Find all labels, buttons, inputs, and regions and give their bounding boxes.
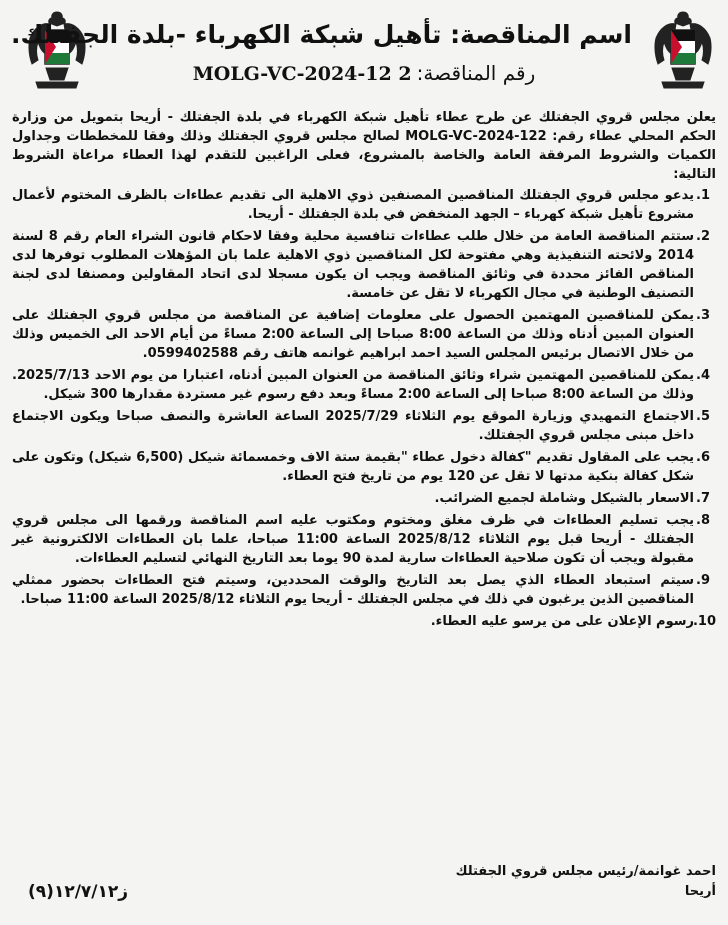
conditions-list [12,186,716,631]
condition-number: 7. [696,491,710,506]
tender-number-value: MOLG-VC-2024-12 2 [192,63,412,85]
condition-text: سيتم استبعاد العطاء الذي يصل بعد التاريخ والوقت المحددين، وسيتم فتح العطاءات بحضور ممثلي المناقصين الذين يرغبون في ذلك في مجلس الجفتلك - أريحا يوم الثلاثاء 2025/8/12 الساعة 11:00 صباحا. [12,573,694,607]
condition-item [12,448,716,486]
tender-number-label: رقم المناقصة: [416,61,536,85]
condition-text: الاسعار بالشيكل وشاملة لجميع الضرائب. [434,491,694,506]
condition-text: يجب على المقاول تقديم "كفالة دخول عطاء "بقيمة ستة الاف وخمسمائة شيكل (6,500 شيكل) وتكون على شكل كفالة بنكية مدتها لا تقل عن 120 يوم من تاريخ فتح العطاء. [12,450,694,484]
tender-number-line [96,60,632,88]
condition-item [12,306,716,363]
condition-item [12,571,716,609]
condition-number: 8. [696,513,710,528]
reference-code: ز١٢/٧/١٢(٩) [28,882,129,902]
condition-item [12,511,716,568]
condition-item [12,489,716,508]
condition-item [12,366,716,404]
palestinian-eagle-emblem-icon [652,8,714,94]
condition-number: 1. [696,188,710,203]
condition-text: الاجتماع التمهيدي وزيارة الموقع يوم الثلاثاء 2025/7/29 الساعة العاشرة والنصف صباحا ويكون الاجتماع داخل مبنى مجلس قروي الجفتلك. [12,409,694,443]
condition-text: ستتم المناقصة العامة من خلال طلب عطاءات تنافسية محلية وفقا لاحكام قانون الشراء العام رقم 8 لسنة 2014 ولائحته التنفيذية وهي مفتوحة لكل المناقصين ذوي الاهلية علما بان المؤهلات المطلوب توفرها لدى المناقص الفائز محددة في وثائق المناقصة ويجب ان يكون مسجلا لدى اتحاد المقاولين ومصنفا لدى لجنة التصنيف الوطنية في مجال الكهرباء لا تقل عن خامسة. [12,229,694,301]
condition-text: يمكن للمناقصين المهتمين شراء وثائق المناقصة من العنوان المبين أدناه، اعتبارا من يوم الاحد 2025/7/13. وذلك من الساعة 8:00 صباحا إلى الساعة 2:00 مساءً وبعد دفع رسوم غير مستردة مقدارها 300 شيكل. [12,368,694,402]
condition-number: 2. [696,229,710,244]
condition-text: يجب تسليم العطاءات في ظرف مغلق ومختوم ومكتوب عليه اسم المناقصة ورقمها الى مجلس قروي الجفتلك - أريحا قبل يوم الثلاثاء 2025/8/12 الساعة 11:00 صباحا، علما بان العطاءات الالكترونية غير مقبولة ويجب أن تكون صلاحية العطاءات سارية لمدة 90 يوما بعد التاريخ النهائي لتسليم العطاءات. [12,513,694,566]
signer-name-title: احمد غوانمة/رئيس مجلس قروي الجفتلك [455,864,716,879]
condition-text: يمكن للمناقصين المهتمين الحصول على معلومات إضافية عن المناقصة من مجلس قروي الجفتلك على العنوان المبين أدناه وذلك من الساعة 8:00 صباحا إلى الساعة 2:00 مساءً من أيام الاحد الى الخميس وذلك من خلال الاتصال برئيس المجلس السيد احمد ابراهيم غوانمه هاتف رقم 0599402588. [12,308,695,361]
condition-number: 9. [696,573,710,588]
signer-location: أريحا [684,884,716,899]
condition-item [12,407,716,445]
condition-item [12,227,716,303]
condition-number: 5. [696,409,710,424]
condition-number: 4. [696,368,710,383]
condition-number: 3. [696,308,710,323]
condition-item [12,612,716,631]
condition-text: يدعو مجلس قروي الجفتلك المناقصين المصنفين ذوي الاهلية الى تقديم عطاءات بالظرف المختوم لأعمال مشروع تأهيل شبكة كهرباء – الجهد المنخفض في بلدة الجفتلك - أريحا. [12,188,694,222]
announcement-body [12,108,716,634]
footer [12,862,716,922]
condition-number: 6. [696,450,710,465]
intro-paragraph: يعلن مجلس قروي الجفتلك عن طرح عطاء تأهيل شبكة الكهرباء في بلدة الجفتلك - أريحا بتمويل من وزارة الحكم المحلي عطاء رقم: MOLG-VC-2024-122 لصالح مجلس قروي الجفتلك وذلك وفقا للمخططات وجداول الكميات والشروط المرفقة العامة والخاصة بالمشروع، فعلى الراغبين للتقدم لهذا العطاء مراعاة الشروط التالية: [12,110,716,182]
condition-text: رسوم الإعلان على من يرسو عليه العطاء. [430,614,694,629]
condition-item [12,186,716,224]
signature-block [456,862,716,902]
tender-title: اسم المناقصة: تأهيل شبكة الكهرباء -بلدة الجفتلك. [11,20,632,49]
condition-number: 10. [692,614,716,629]
